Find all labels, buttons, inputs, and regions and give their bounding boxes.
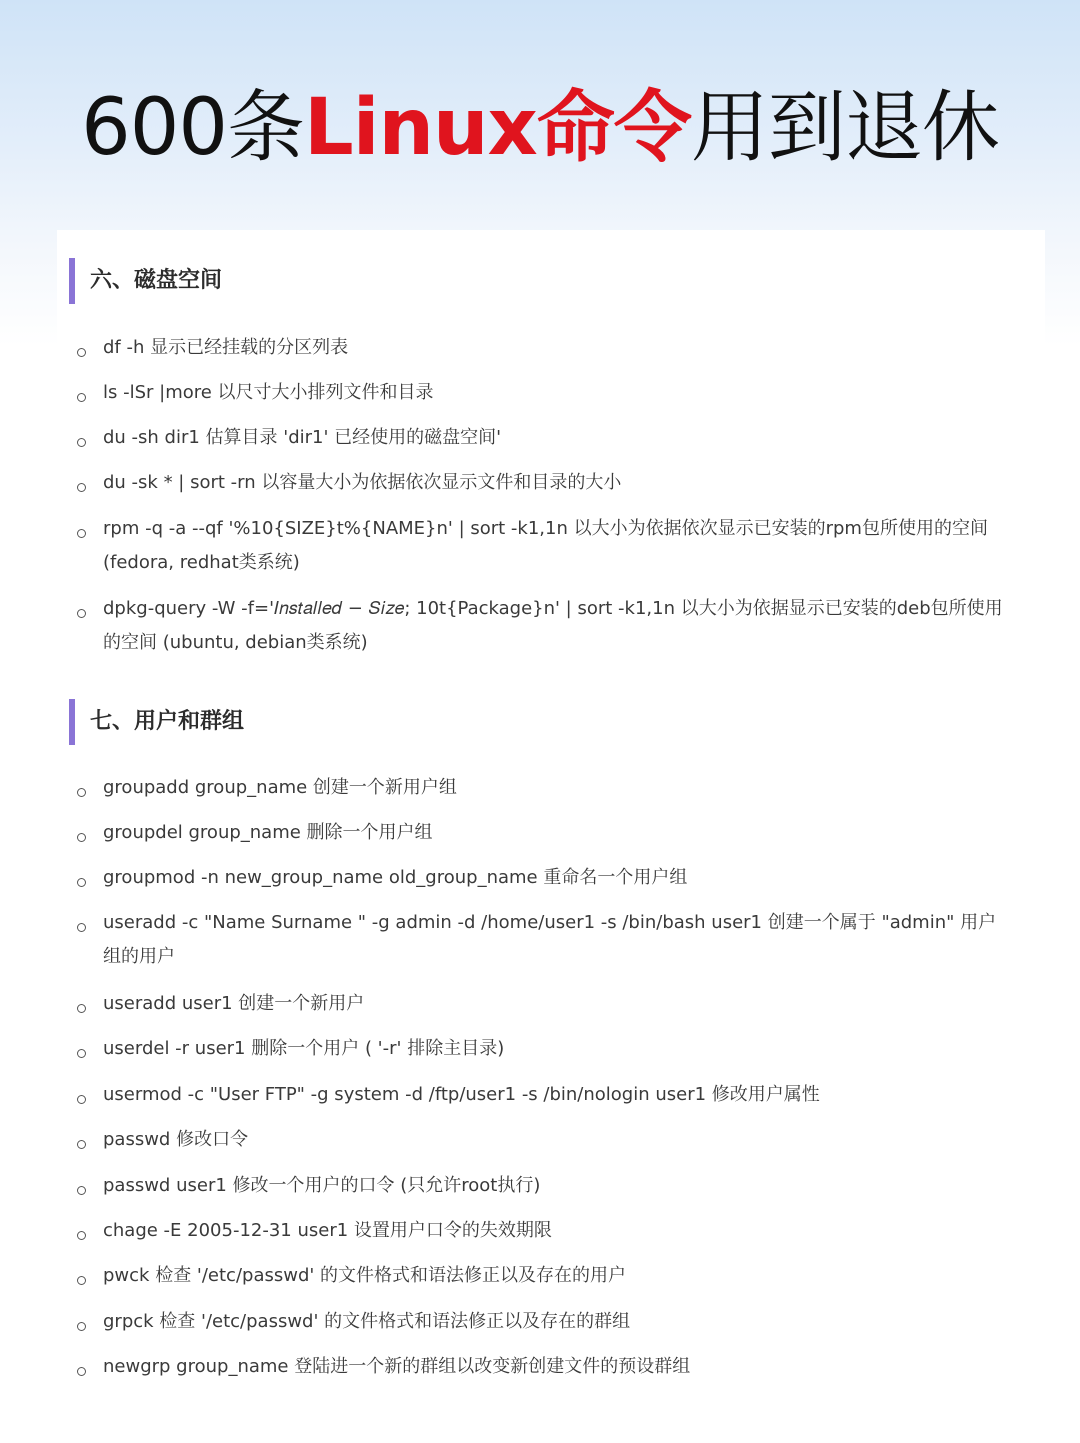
list-item-text: useradd -c "Name Surname " -g admin -d /home/user1 -s /bin/bash user1 创建一个属于 "admin" 用户组的用户 [103, 912, 997, 967]
title-prefix: 600条 [81, 83, 305, 173]
list-item-text: passwd user1 修改一个用户的口令 (只允许root执行) [103, 1175, 541, 1196]
list-item-text: newgrp group_name 登陆进一个新的群组以改变新创建文件的预设群组 [103, 1356, 691, 1377]
bullet-icon [77, 1049, 86, 1058]
list-item-text: groupadd group_name 创建一个新用户组 [103, 777, 457, 798]
list-item-text: chage -E 2005-12-31 user1 设置用户口令的失效期限 [103, 1220, 552, 1241]
list-item-text: dpkg-query -W -f='𝐼𝑛𝑠𝑡𝑎𝑙𝑙𝑒𝑑 − 𝑆𝑖𝑧𝑒; 10t{Package}n' | sort -k1,1n 以大小为依据显示已安装的deb包所使用的空间 (ubuntu, debian类系统) [103, 598, 1003, 653]
bullet-icon [77, 923, 86, 932]
page-title [0, 80, 1080, 176]
title-suffix: 用到退休 [690, 83, 999, 173]
bullet-icon [77, 483, 86, 492]
bullet-icon [77, 438, 86, 447]
section-heading-users-groups: 七、用户和群组 [69, 699, 244, 745]
bullet-icon [77, 1322, 86, 1331]
bullet-icon [77, 878, 86, 887]
bullet-icon [77, 609, 86, 618]
bullet-icon [77, 1367, 86, 1376]
bullet-icon [77, 1095, 86, 1104]
list-item-text: du -sh dir1 估算目录 'dir1' 已经使用的磁盘空间' [103, 427, 502, 448]
bullet-icon [77, 1276, 86, 1285]
list-item-text: du -sk * | sort -rn 以容量大小为依据依次显示文件和目录的大小 [103, 472, 622, 493]
list-item-text: rpm -q -a --qf '%10{SIZE}t%{NAME}n' | sort -k1,1n 以大小为依据依次显示已安装的rpm包所使用的空间 (fedora, redhat类系统) [103, 518, 988, 573]
list-item-text: userdel -r user1 删除一个用户 ( '-r' 排除主目录) [103, 1038, 505, 1059]
bullet-icon [77, 788, 86, 797]
bullet-icon [77, 1186, 86, 1195]
list-item-text: groupmod -n new_group_name old_group_name 重命名一个用户组 [103, 867, 688, 888]
list-item-text: pwck 检查 '/etc/passwd' 的文件格式和语法修正以及存在的用户 [103, 1265, 627, 1286]
list-item-text: grpck 检查 '/etc/passwd' 的文件格式和语法修正以及存在的群组 [103, 1311, 631, 1332]
section-heading-disk-space: 六、磁盘空间 [69, 258, 222, 304]
bullet-icon [77, 348, 86, 357]
bullet-icon [77, 833, 86, 842]
list-item-text: groupdel group_name 删除一个用户组 [103, 822, 433, 843]
content-card [57, 230, 1045, 1443]
list-item-text: ls -lSr |more 以尺寸大小排列文件和目录 [103, 382, 434, 403]
list-item-text: df -h 显示已经挂载的分区列表 [103, 337, 349, 358]
bullet-icon [77, 1140, 86, 1149]
list-item-text: passwd 修改口令 [103, 1129, 249, 1150]
bullet-icon [77, 1004, 86, 1013]
bullet-icon [77, 529, 86, 538]
bullet-icon [77, 393, 86, 402]
list-item-text: useradd user1 创建一个新用户 [103, 993, 365, 1014]
title-accent: Linux命令 [304, 83, 691, 173]
bullet-icon [77, 1231, 86, 1240]
list-item-text: usermod -c "User FTP" -g system -d /ftp/user1 -s /bin/nologin user1 修改用户属性 [103, 1084, 820, 1105]
